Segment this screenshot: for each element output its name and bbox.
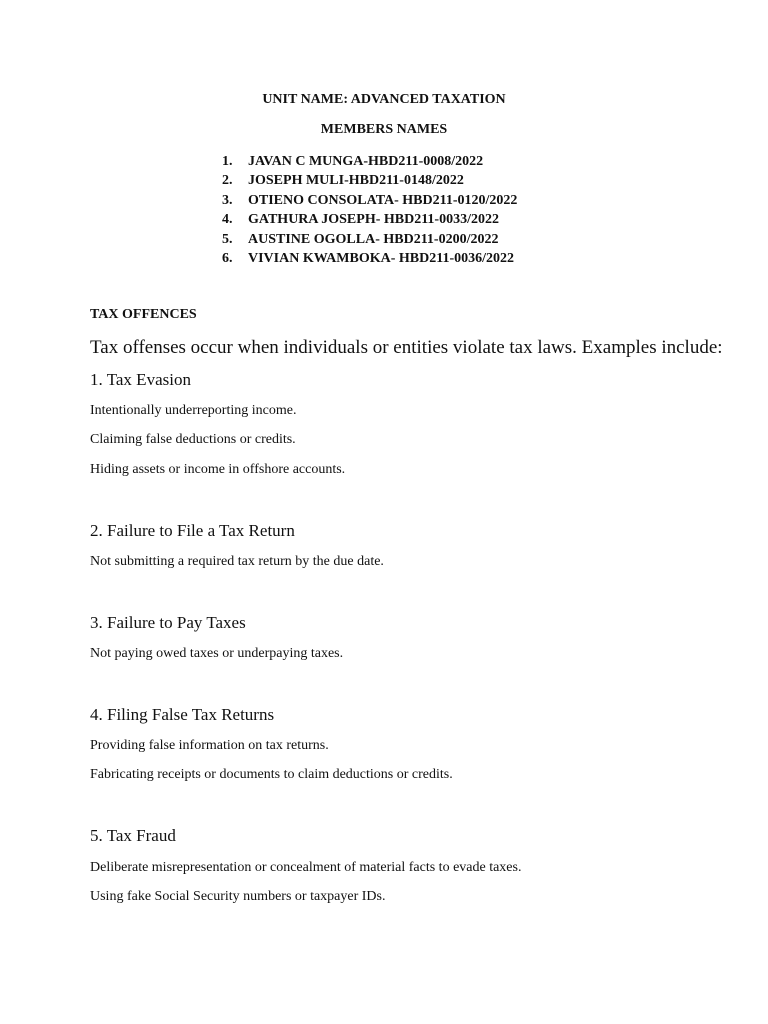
- list-item: [222, 230, 517, 249]
- list-number: 3.: [222, 192, 233, 208]
- members-list: [222, 152, 517, 268]
- offence-heading: 4. Filing False Tax Returns: [90, 705, 275, 724]
- members-names-heading: MEMBERS NAMES: [320, 122, 448, 137]
- offence-heading: 3. Failure to Pay Taxes: [90, 613, 246, 632]
- section-title: TAX OFFENCES: [90, 307, 197, 322]
- section-intro: Tax offenses occur when individuals or entities violate tax laws. Examples include:: [90, 337, 723, 358]
- list-item: [222, 171, 517, 190]
- offence-item: Providing false information on tax returns.: [90, 738, 329, 753]
- list-item: [222, 249, 517, 268]
- offence-item: Claiming false deductions or credits.: [90, 432, 296, 447]
- unit-name-heading: UNIT NAME: ADVANCED TAXATION: [262, 92, 506, 107]
- offence-item: Not paying owed taxes or underpaying taxes.: [90, 646, 344, 661]
- offence-heading: 1. Tax Evasion: [90, 370, 191, 389]
- offence-heading: 2. Failure to File a Tax Return: [90, 521, 295, 540]
- list-item: [222, 152, 517, 171]
- list-number: 1.: [222, 154, 233, 169]
- offence-item: Fabricating receipts or documents to claim deductions or credits.: [90, 767, 453, 782]
- offence-item: Not submitting a required tax return by the due date.: [90, 554, 384, 569]
- member-name: AUSTINE OGOLLA- HBD211-0200/2022: [248, 231, 499, 247]
- list-item: [222, 191, 517, 210]
- list-number: 6.: [222, 250, 233, 266]
- offence-heading: 5. Tax Fraud: [90, 826, 176, 845]
- member-name: OTIENO CONSOLATA- HBD211-0120/2022: [248, 192, 518, 208]
- list-number: 5.: [222, 231, 233, 247]
- offence-item: Using fake Social Security numbers or taxpayer IDs.: [90, 889, 386, 904]
- offence-item: Intentionally underreporting income.: [90, 403, 297, 418]
- member-name: GATHURA JOSEPH- HBD211-0033/2022: [248, 212, 499, 228]
- list-item: [222, 210, 517, 229]
- offence-item: Deliberate misrepresentation or concealment of material facts to evade taxes.: [90, 860, 522, 875]
- member-name: JOSEPH MULI-HBD211-0148/2022: [248, 173, 464, 189]
- list-number: 2.: [222, 173, 233, 189]
- member-name: VIVIAN KWAMBOKA- HBD211-0036/2022: [248, 250, 515, 266]
- member-name: JAVAN C MUNGA-HBD211-0008/2022: [248, 154, 484, 169]
- list-number: 4.: [222, 212, 233, 228]
- offence-item: Hiding assets or income in offshore accounts.: [90, 462, 346, 477]
